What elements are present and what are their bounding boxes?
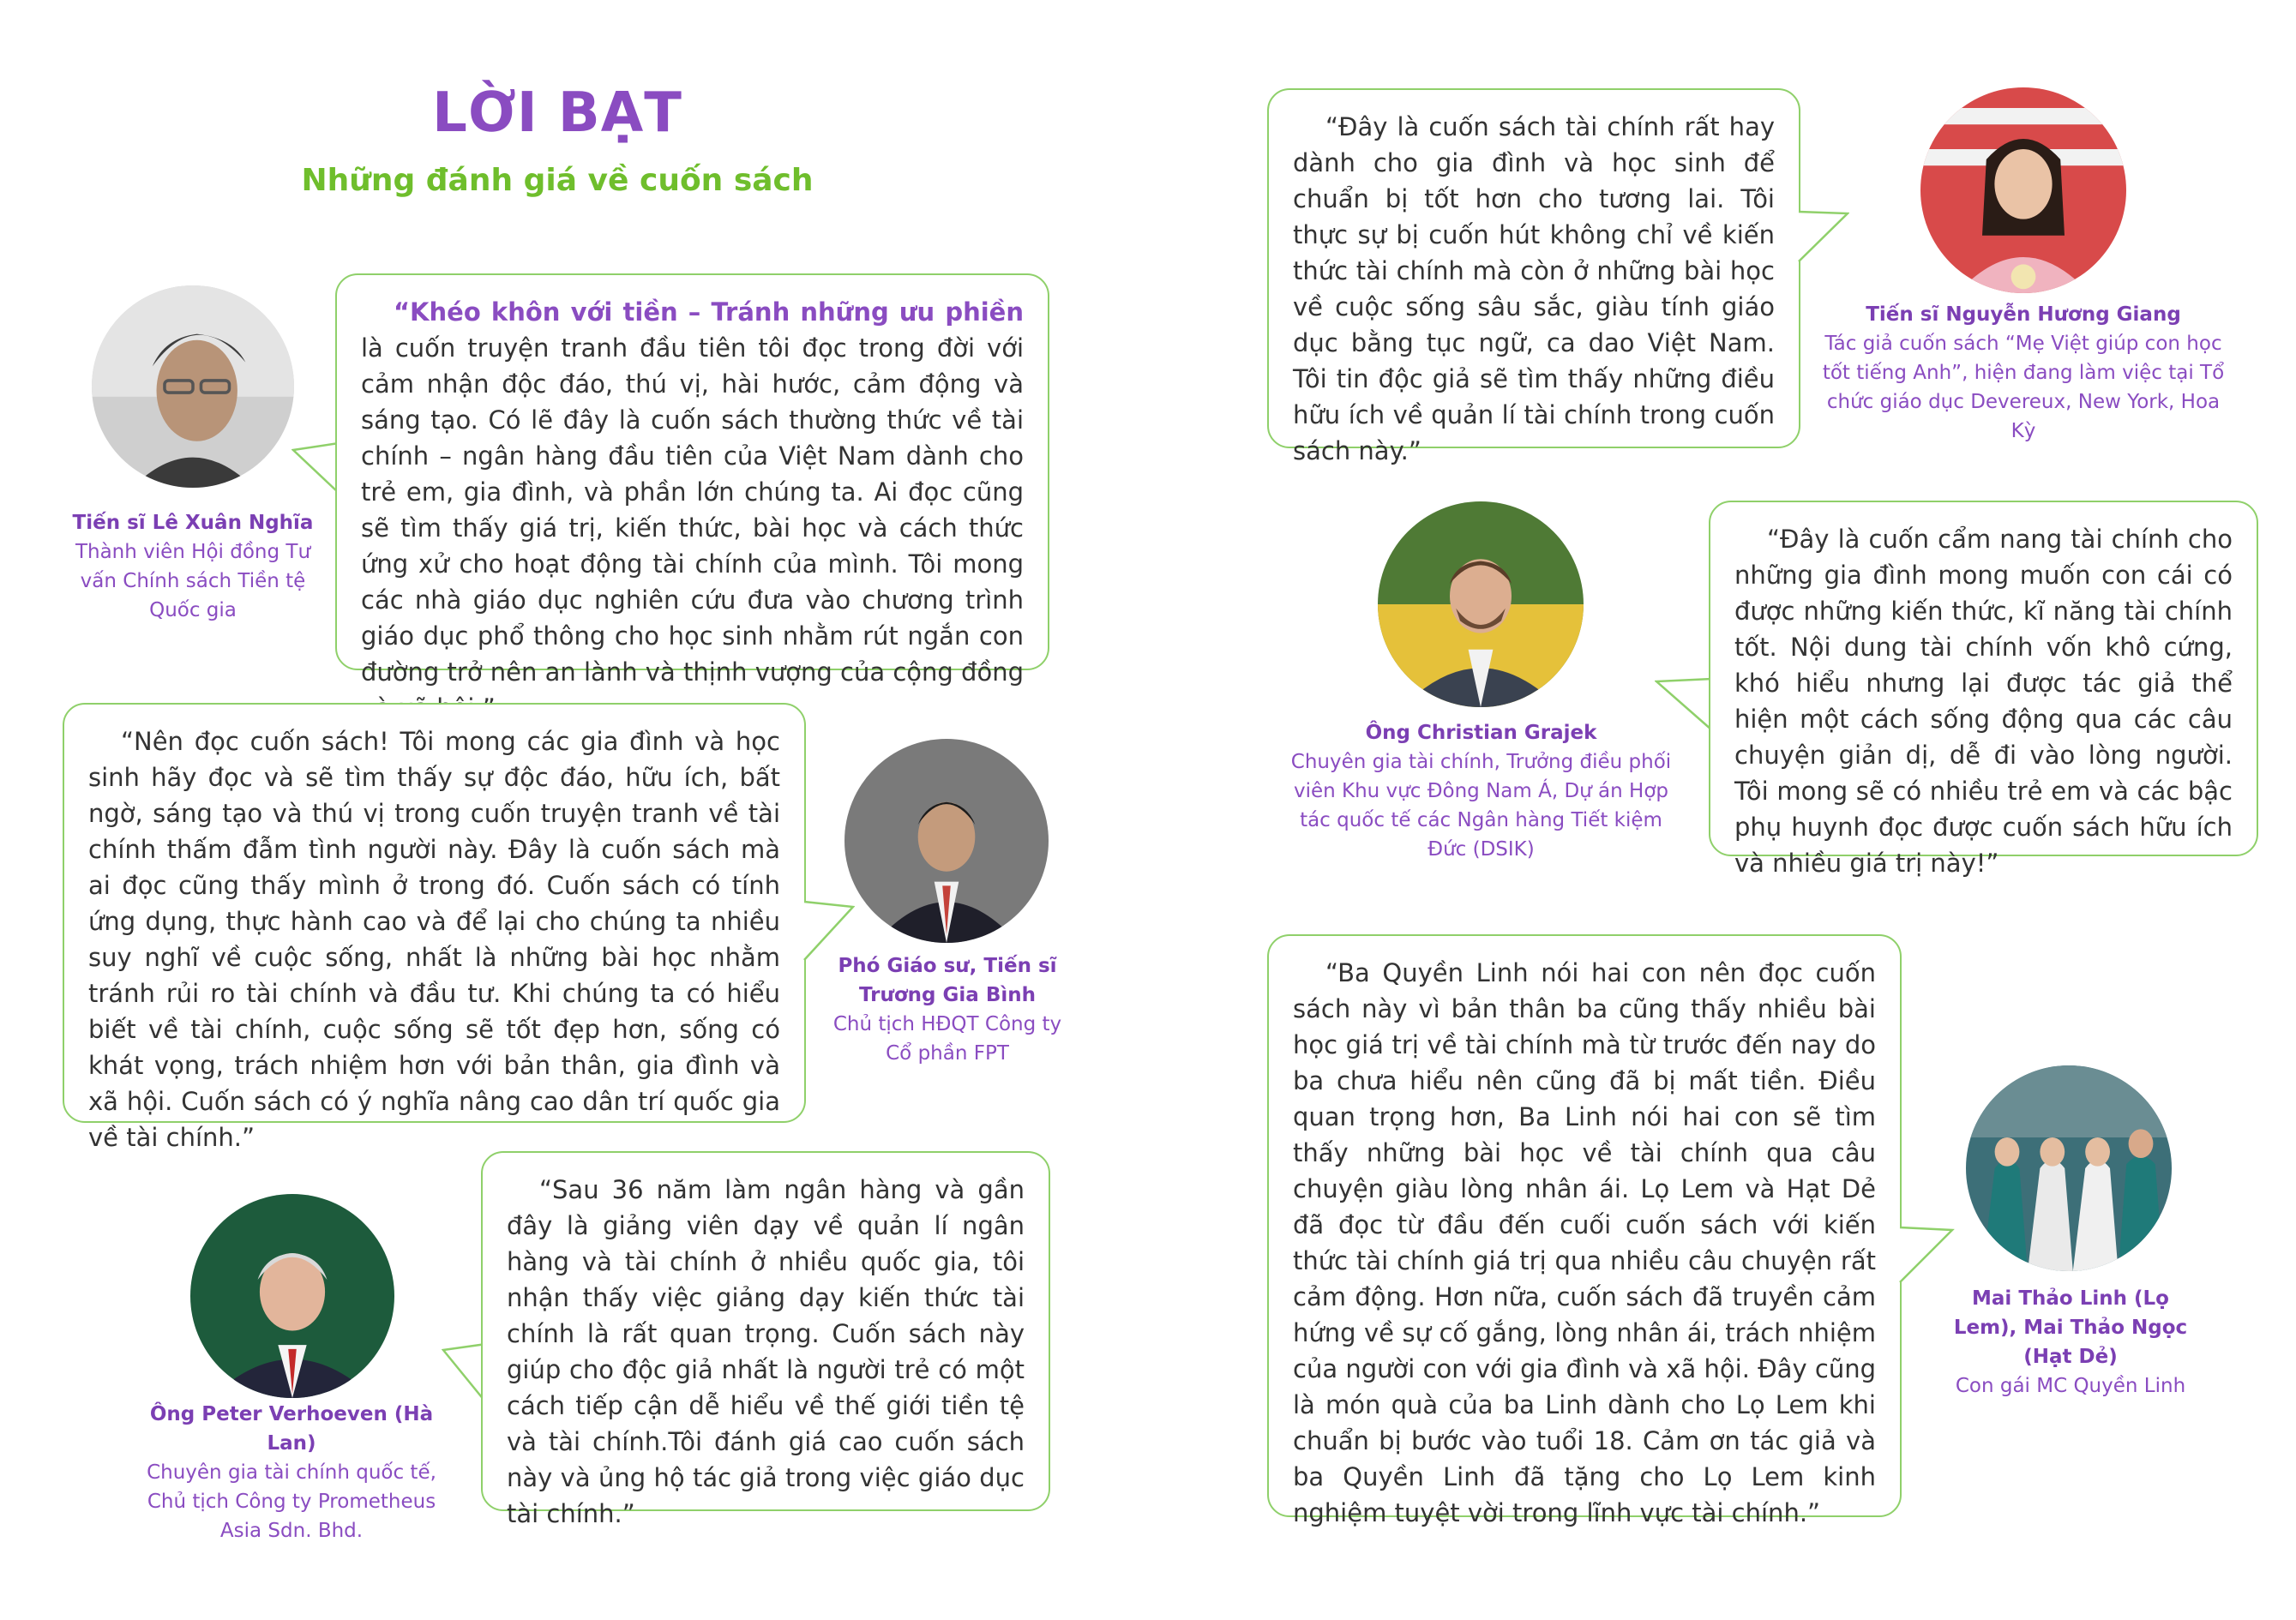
bubble-tail bbox=[1655, 677, 1713, 746]
reviewer-name: Tiến sĩ Nguyễn Hương Giang bbox=[1866, 303, 2181, 326]
review-text: “Nên đọc cuốn sách! Tôi mong các gia đình và học sinh hãy đọc và sẽ tìm thấy sự độc đáo, hữu ích, bất ngờ, sáng tạo và thú vị trong cuốn truyện tranh về tài chính thấm đẫm tình người này. Đây là cuốn sách mà ai đọc cũng thấy mình ở trong đó. Cuốn sách có tính ứng dụng, thực hành cao và để lại cho chúng ta nhiều suy nghĩ về cuộc sống, nhất là những bài học nhằm tránh rủi ro tài chính và đầu tư. Khi chúng ta có hiểu biết về tài chính, cuộc sống sẽ tốt đẹp hơn, sống có khát vọng, trách nhiệm hơn với bản thân, gia đình và xã hội. Cuốn sách có ý nghĩa nâng cao dân trí quốc gia về tài chính.” bbox=[88, 727, 780, 1152]
reviewer-caption-2 bbox=[832, 951, 1063, 1068]
reviewer-name: Tiến sĩ Lê Xuân Nghĩa bbox=[72, 512, 314, 534]
review-text: “Đây là cuốn cẩm nang tài chính cho những gia đình mong muốn con cái có được những kiến thức, kĩ năng tài chính tốt. Nội dung tài chính vốn khô cứng, khó hiểu nhưng lại được tác giả thể hiện một cách sống động qua các câu chuyện giản dị, dễ đi vào lòng người. Tôi mong sẽ có nhiều trẻ em và các bậc phụ huynh đọc được cuốn sách hữu ích và nhiều giá trị này!” bbox=[1734, 525, 2233, 878]
avatar-truong-gia-binh bbox=[844, 739, 1049, 943]
reviewer-role: Thành viên Hội đồng Tư vấn Chính sách Tiền tệ Quốc gia bbox=[75, 541, 311, 621]
review-text: “Đây là cuốn sách tài chính rất hay dành cho gia đình và học sinh để chuẩn bị tốt hơn cho tương lai. Tôi thực sự bị cuốn hút không chỉ về kiến thức tài chính mà còn ở những bài học về cuộc sống sâu sắc, giàu tính giáo dục bằng tục ngữ, ca dao Việt Nam. Tôi tin độc giả sẽ tìm thấy những điều hữu ích về quản lí tài chính trong cuốn sách này.” bbox=[1293, 112, 1775, 465]
reviewer-caption-1 bbox=[69, 508, 317, 625]
bubble-tail bbox=[292, 441, 340, 510]
reviewer-name: Phó Giáo sư, Tiến sĩ Trương Gia Bình bbox=[838, 955, 1057, 1006]
review-bubble-6 bbox=[1267, 934, 1902, 1527]
reviewer-caption-3 bbox=[141, 1400, 442, 1545]
reviewer-role: Chủ tịch HĐQT Công ty Cổ phần FPT bbox=[832, 1013, 1062, 1065]
bubble-tail bbox=[1798, 210, 1849, 279]
reviewer-role: Chuyên gia tài chính quốc tế, Chủ tịch Công ty Prometheus Asia Sdn. Bhd. bbox=[147, 1461, 436, 1542]
avatar-mai-thao-family bbox=[1966, 1065, 2172, 1271]
review-bubble-3 bbox=[481, 1151, 1050, 1528]
page-title: LỜI BẠT bbox=[432, 81, 682, 145]
reviewer-role: Con gái MC Quyền Linh bbox=[1955, 1375, 2186, 1397]
page-subtitle: Những đánh giá về cuốn sách bbox=[301, 163, 814, 198]
reviewer-name: Ông Peter Verhoeven (Hà Lan) bbox=[149, 1403, 434, 1455]
review-bubble-1 bbox=[335, 273, 1049, 687]
reviewer-role: Chuyên gia tài chính, Trưởng điều phối viên Khu vực Đông Nam Á, Dự án Hợp tác quốc tế các Ngân hàng Tiết kiệm Đức (DSIK) bbox=[1290, 751, 1672, 861]
review-text: “Sau 36 năm làm ngân hàng và gần đây là giảng viên dạy về quản lí ngân hàng và tài chính ở nhiều quốc gia, tôi nhận thấy việc giảng dạy kiến thức tài chính là rất quan trọng. Cuốn sách này giúp cho độc giả nhất là người trẻ có một cách tiếp cận dễ hiểu về thế giới tiền tệ và tài chính.Tôi đánh giá cao cuốn sách này và ủng hộ tác giả trong việc giáo dục tài chính.” bbox=[507, 1175, 1025, 1528]
reviewer-role: Tác giả cuốn sách “Mẹ Việt giúp con học tốt tiếng Anh”, hiện đang làm việc tại Tổ chức giáo dục Devereux, New York, Hoa Kỳ bbox=[1822, 333, 2225, 442]
reviewer-caption-6 bbox=[1938, 1284, 2203, 1401]
avatar-nguyen-huong-giang bbox=[1920, 87, 2126, 293]
reviewer-name: Mai Thảo Linh (Lọ Lem), Mai Thảo Ngọc (Hạt Dẻ) bbox=[1953, 1287, 2188, 1368]
review-bubble-2 bbox=[63, 703, 806, 1152]
reviewer-name: Ông Christian Grajek bbox=[1365, 722, 1597, 744]
book-title-quote: “Khéo khôn với tiền – Tránh những ưu phiền bbox=[394, 297, 1024, 327]
reviewer-caption-4 bbox=[1818, 300, 2229, 446]
review-bubble-4 bbox=[1267, 88, 1800, 465]
review-text: “Ba Quyền Linh nói hai con nên đọc cuốn sách này vì bản thân ba cũng thấy nhiều bài học giá trị về tài chính mà từ trước đến nay do ba chưa hiểu nên cũng đã bị mất tiền. Điều quan trọng hơn, Ba Linh nói hai con sẽ tìm thấy những bài học về tài chính qua câu chuyện giàu lòng nhân ái. Lọ Lem và Hạt Dẻ đã đọc từ đầu đến cuối cuốn sách với kiến thức tài chính giá trị qua nhiều câu chuyện rất cảm động. Hơn nữa, cuốn sách đã truyền cảm hứng về sự cố gắng, lòng nhân ái, trách nhiệm của người con với gia đình và xã hội. Đây cũng là món quà của ba Linh dành cho Lọ Lem khi chuẩn bị bước vào tuổi 18. Cảm ơn tác giả và ba Quyền Linh đã tặng cho Lọ Lem kinh nghiệm tuyệt vời trong lĩnh vực tài chính.” bbox=[1293, 958, 1876, 1527]
avatar-le-xuan-nghia bbox=[92, 285, 294, 488]
review-bubble-5 bbox=[1709, 501, 2258, 878]
avatar-christian-grajek bbox=[1378, 501, 1584, 707]
avatar-peter-verhoeven bbox=[190, 1194, 394, 1398]
reviewer-caption-5 bbox=[1290, 718, 1672, 864]
review-text: là cuốn truyện tranh đầu tiên tôi đọc trong đời với cảm nhận độc đáo, thú vị, hài hước, cảm động và sáng tạo. Có lẽ đây là cuốn sách thường thức về tài chính – ngân hàng đầu tiên của Việt Nam dành cho trẻ em, gia đình, và phần lớn chúng ta. Ai đọc cũng sẽ tìm thấy giá trị, kiến thức, bài học và cách thức ứng xử cho hoạt động tài chính của mình. Tôi mong các nhà giáo dục nghiên cứu đưa vào chương trình giáo dục phổ thông cho học sinh nhằm rút ngắn con đường trở nên an lành và thịnh vượng của cộng đồng bbox=[361, 333, 1024, 687]
